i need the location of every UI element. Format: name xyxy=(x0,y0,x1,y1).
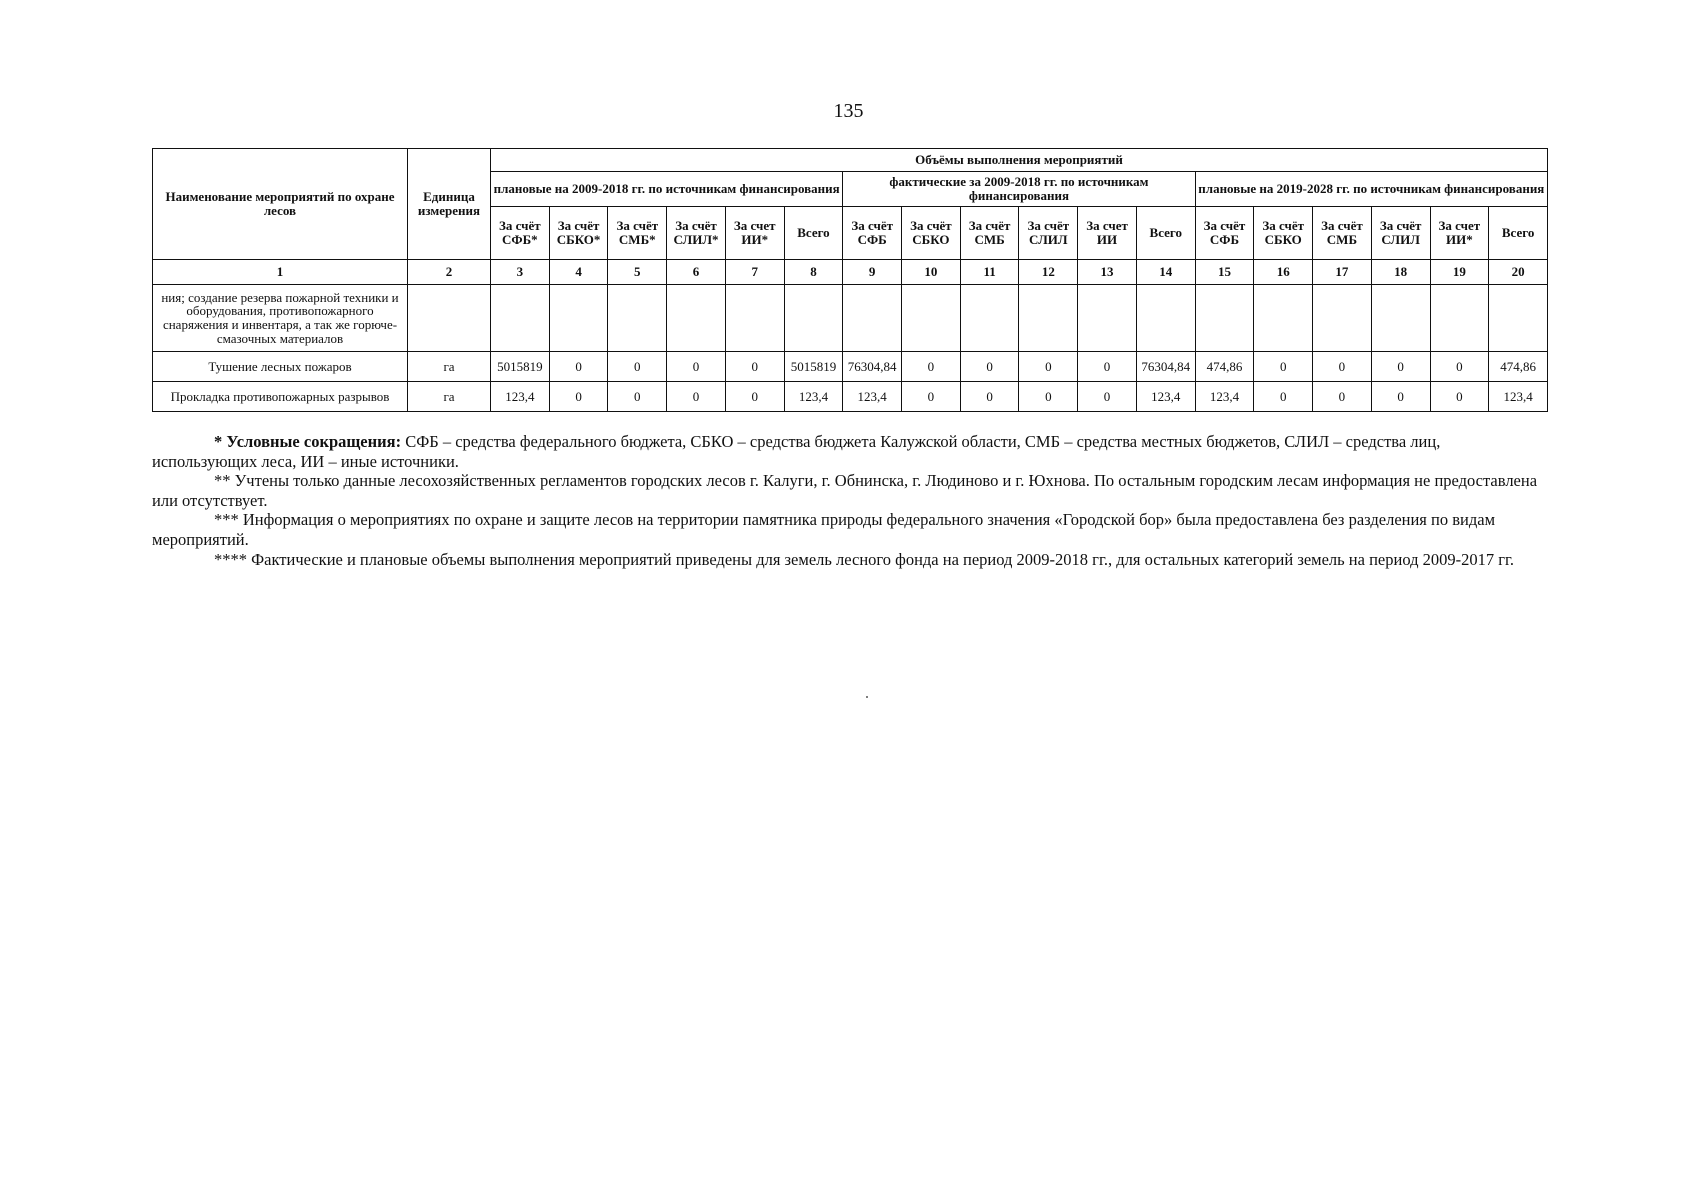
table-cell: 123,4 xyxy=(1136,382,1195,412)
column-number: 19 xyxy=(1430,260,1489,285)
table-cell: 0 xyxy=(1313,352,1372,382)
subheader-cell: За счёт СМБ* xyxy=(608,207,667,260)
forest-protection-table xyxy=(152,148,1548,412)
column-number: 16 xyxy=(1254,260,1313,285)
footnote-abbreviations-text: СФБ – средства федерального бюджета, СБКО – средства бюджета Калужской области, СМБ – средства местных бюджетов, СЛИЛ – средства лиц, использующих леса, ИИ – иные источники. xyxy=(152,432,1441,471)
footnote-4: **** Фактические и плановые объемы выполнения мероприятий приведены для земель лесного фонда на период 2009-2018 гг., для остальных категорий земель на период 2009-2017 гг. xyxy=(214,549,1515,569)
table-cell: 0 xyxy=(608,382,667,412)
header-name: Наименование мероприятий по охране лесов xyxy=(153,149,408,260)
footnotes xyxy=(152,432,1548,569)
table-cell xyxy=(1254,285,1313,352)
column-number: 3 xyxy=(491,260,550,285)
table-cell xyxy=(1489,285,1548,352)
table-cell: 0 xyxy=(725,352,784,382)
table-cell: 0 xyxy=(1313,382,1372,412)
table-cell: 76304,84 xyxy=(1136,352,1195,382)
subheader-cell: За счет ИИ xyxy=(1078,207,1137,260)
table-cell: 0 xyxy=(725,382,784,412)
footnote-abbreviations-label: * Условные сокращения: xyxy=(214,432,402,451)
subheader-cell: За счёт СФБ xyxy=(1195,207,1254,260)
table-cell: 0 xyxy=(667,382,726,412)
row-label: Прокладка противопожарных разрывов xyxy=(153,382,408,412)
header-volumes: Объёмы выполнения мероприятий xyxy=(491,149,1548,172)
header-unit: Единица измерения xyxy=(408,149,491,260)
table-cell: 0 xyxy=(960,382,1019,412)
table-cell: 123,4 xyxy=(1195,382,1254,412)
column-number: 15 xyxy=(1195,260,1254,285)
subheader-cell: За счёт СФБ xyxy=(843,207,902,260)
table-cell xyxy=(1136,285,1195,352)
table-cell xyxy=(902,285,961,352)
footnote-abbreviations xyxy=(152,432,1548,471)
table-cell xyxy=(1019,285,1078,352)
subheader-cell: Всего xyxy=(1136,207,1195,260)
column-number: 6 xyxy=(667,260,726,285)
table-cell xyxy=(491,285,550,352)
table-cell: 474,86 xyxy=(1489,352,1548,382)
table-cell: 0 xyxy=(902,382,961,412)
scan-speck xyxy=(866,696,868,698)
column-number: 8 xyxy=(784,260,843,285)
table-cell: 5015819 xyxy=(491,352,550,382)
column-number: 11 xyxy=(960,260,1019,285)
header-planned-2009-2018: плановые на 2009-2018 гг. по источникам финансирования xyxy=(491,172,843,207)
column-number: 10 xyxy=(902,260,961,285)
table-cell: 123,4 xyxy=(843,382,902,412)
page-number: 135 xyxy=(833,100,864,122)
table-cell: 123,4 xyxy=(784,382,843,412)
column-number: 7 xyxy=(725,260,784,285)
table-cell: 0 xyxy=(1371,382,1430,412)
table-row xyxy=(153,382,1548,412)
table-cell xyxy=(725,285,784,352)
table-cell: 0 xyxy=(1019,352,1078,382)
table-cell xyxy=(549,285,608,352)
subheader-cell: За счёт СЛИЛ xyxy=(1019,207,1078,260)
subheader-cell: За счёт СБКО* xyxy=(549,207,608,260)
table-cell: 0 xyxy=(549,382,608,412)
table-cell xyxy=(608,285,667,352)
table-cell: 0 xyxy=(1430,382,1489,412)
column-number-row xyxy=(153,260,1548,285)
table-cell xyxy=(1078,285,1137,352)
table-cell: 0 xyxy=(1078,352,1137,382)
table-cell xyxy=(784,285,843,352)
table-cell: 0 xyxy=(1430,352,1489,382)
table-cell xyxy=(960,285,1019,352)
table-cell: 474,86 xyxy=(1195,352,1254,382)
column-number: 14 xyxy=(1136,260,1195,285)
table-cell xyxy=(667,285,726,352)
table-cell: 123,4 xyxy=(491,382,550,412)
column-number: 18 xyxy=(1371,260,1430,285)
subheader-cell: Всего xyxy=(1489,207,1548,260)
table-cell: 0 xyxy=(1371,352,1430,382)
subheader-cell: За счет ИИ* xyxy=(725,207,784,260)
table-cell xyxy=(1195,285,1254,352)
column-number: 20 xyxy=(1489,260,1548,285)
table-cell: 0 xyxy=(1254,382,1313,412)
column-number: 17 xyxy=(1313,260,1372,285)
row-label: Тушение лесных пожаров xyxy=(153,352,408,382)
table-row xyxy=(153,352,1548,382)
table-cell: 0 xyxy=(667,352,726,382)
footnote-3: *** Информация о мероприятиях по охране и защите лесов на территории памятника природы федерального значения «Городской бор» была предоставлена без разделения по видам мероприятий. xyxy=(152,510,1496,549)
table-cell xyxy=(1371,285,1430,352)
column-number: 4 xyxy=(549,260,608,285)
table-cell: 0 xyxy=(902,352,961,382)
subheader-cell: За счёт СЛИЛ* xyxy=(667,207,726,260)
subheader-cell: За счёт СМБ xyxy=(960,207,1019,260)
column-number: 9 xyxy=(843,260,902,285)
row-unit: га xyxy=(408,352,491,382)
table-cell: 0 xyxy=(608,352,667,382)
subheader-cell: За счёт СБКО xyxy=(1254,207,1313,260)
table-cell: 123,4 xyxy=(1489,382,1548,412)
subheader-cell: За счёт СЛИЛ xyxy=(1371,207,1430,260)
table-cell: 0 xyxy=(1078,382,1137,412)
subheader-cell: За счёт СМБ xyxy=(1313,207,1372,260)
subheader-cell: За счет ИИ* xyxy=(1430,207,1489,260)
column-number: 5 xyxy=(608,260,667,285)
column-number: 2 xyxy=(408,260,491,285)
table-cell: 0 xyxy=(960,352,1019,382)
table-cell: 0 xyxy=(1019,382,1078,412)
table-cell: 76304,84 xyxy=(843,352,902,382)
table-cell xyxy=(1313,285,1372,352)
header-planned-2019-2028: плановые на 2019-2028 гг. по источникам финансирования xyxy=(1195,172,1547,207)
row-label: ния; создание резерва пожарной техники и оборудования, противопожарного снаряжения и инвентаря, а так же горюче-смазочных материалов xyxy=(153,285,408,352)
subheader-cell: За счёт СФБ* xyxy=(491,207,550,260)
table-cell xyxy=(1430,285,1489,352)
column-number: 1 xyxy=(153,260,408,285)
table-cell: 5015819 xyxy=(784,352,843,382)
row-unit xyxy=(408,285,491,352)
column-number: 12 xyxy=(1019,260,1078,285)
subheader-cell: Всего xyxy=(784,207,843,260)
table-cell: 0 xyxy=(549,352,608,382)
subheader-cell: За счёт СБКО xyxy=(902,207,961,260)
header-actual-2009-2018: фактические за 2009-2018 гг. по источникам финансирования xyxy=(843,172,1195,207)
column-number: 13 xyxy=(1078,260,1137,285)
table-cell xyxy=(843,285,902,352)
footnote-2: ** Учтены только данные лесохозяйственных регламентов городских лесов г. Калуги, г. Обнинска, г. Людиново и г. Юхнова. По остальным городским лесам информация не предоставлена или отсутствует. xyxy=(152,471,1538,510)
table-cell: 0 xyxy=(1254,352,1313,382)
table-row xyxy=(153,285,1548,352)
row-unit: га xyxy=(408,382,491,412)
